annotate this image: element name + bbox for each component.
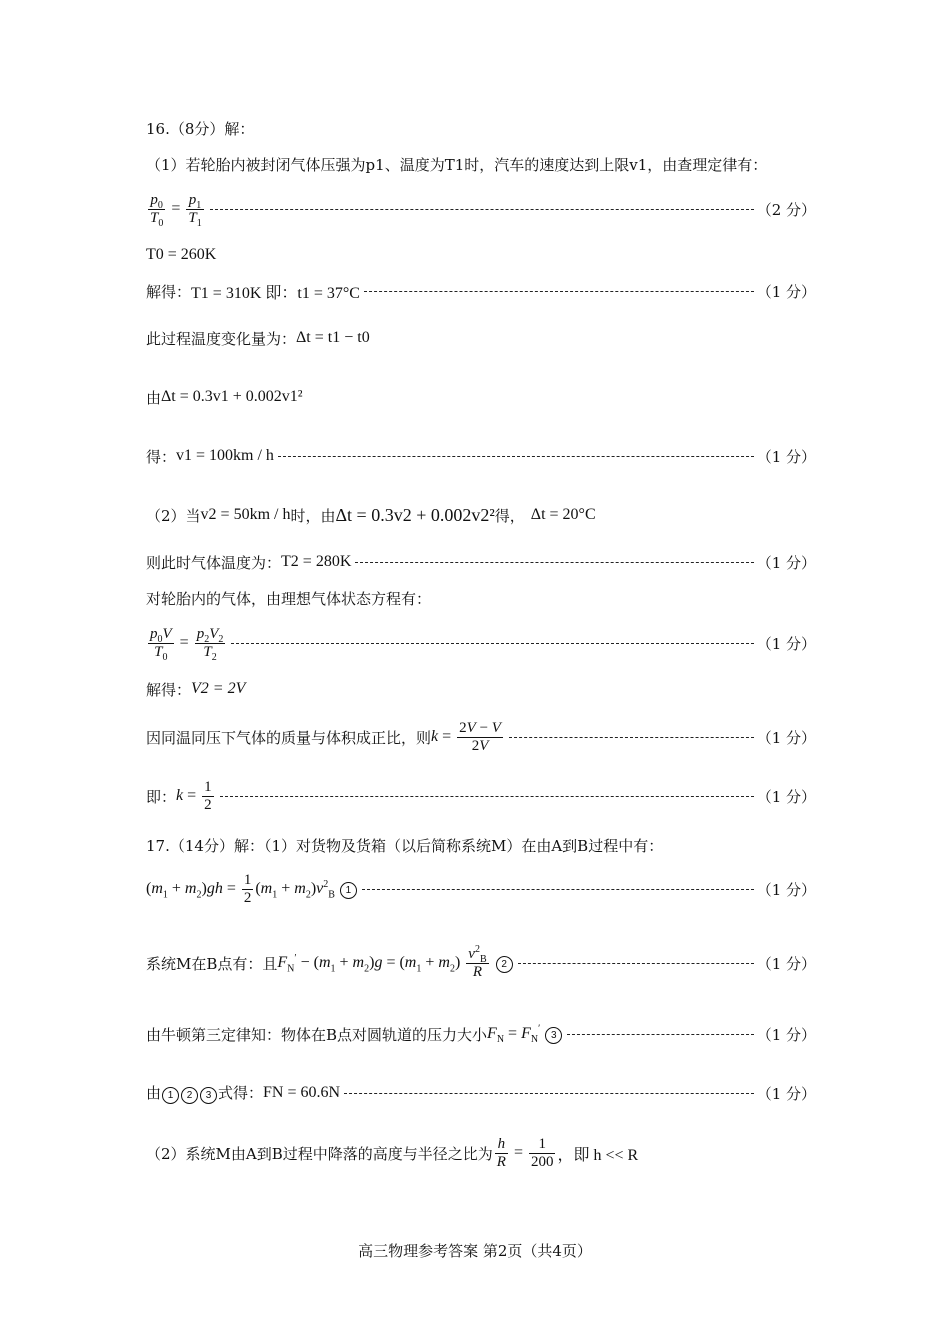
- score-label: （1 分）: [756, 447, 816, 466]
- q16-k-equation: 因同温同压下气体的质量与体积成正比，则 k = $\frac{2V - V}{2V}$ （1 分）: [146, 719, 816, 754]
- dash-leader: [210, 209, 754, 210]
- q16-delta: 此过程温度变化量为： Δt = t1 − t0: [146, 329, 370, 348]
- dash-leader: [278, 456, 754, 457]
- circled-3-icon: 3: [545, 1027, 562, 1044]
- q16-state-equation: [146, 620, 816, 666]
- equation-energy: $(m_1 + m_2)gh$ = $\frac{1}{2}$ $(m_1 + m_2)v^2_B$ 1: [146, 872, 358, 907]
- score-label: （1 分）: [756, 553, 816, 572]
- dash-leader: [362, 889, 754, 890]
- equation-force: $F_N' - (m_1 + m_2)g = (m_1 + m_2)$ $\frac{v^2_B}{R}$ 2: [277, 946, 513, 981]
- q16-header: 16.（8分）解：: [146, 119, 255, 138]
- dash-leader: [567, 1034, 753, 1035]
- dash-leader: [518, 963, 754, 964]
- score-label: （1 分）: [756, 954, 816, 973]
- q16-t2: 则此时气体温度为： T2 = 280K （1 分）: [146, 553, 816, 572]
- equation-newton: $F_N = F_N'$ 3: [487, 1025, 563, 1044]
- circled-refs: 由 1 2 3 式得：: [146, 1084, 264, 1102]
- q16-by-eq: 由 Δt = 0.3v1 + 0.002v1²: [146, 388, 303, 407]
- q16-part2: （2）当 v2 = 50km / h 时，由 Δt = 0.3v2 + 0.002v2² 得， Δt = 20°C: [146, 504, 596, 525]
- q16-solve1: 解得： T1 = 310K 即：t1 = 37°C （1 分）: [146, 282, 816, 302]
- score-label: （1 分）: [756, 1025, 816, 1044]
- circled-1-icon: 1: [340, 882, 357, 899]
- circled-2-icon: 2: [181, 1087, 198, 1104]
- dash-leader: [220, 796, 754, 797]
- equation-k-half: k = $\frac{1}{2}$: [176, 778, 212, 813]
- circled-1-icon: 1: [162, 1087, 179, 1104]
- q17-result: 由 1 2 3 式得： FN = 60.6N （1 分）: [146, 1084, 816, 1103]
- q17-header: 17.（14分）解：（1）对货物及货箱（以后简称系统M）在由A到B过程中有：: [146, 836, 664, 855]
- dash-leader: [355, 562, 753, 563]
- dash-leader: [231, 643, 753, 644]
- q17-newton-third: 由牛顿第三定律知：物体在B点对圆轨道的压力大小 $F_N = F_N'$ 3 （1 分）: [146, 1023, 816, 1045]
- score-label: （1 分）: [756, 728, 816, 747]
- score-label: （1 分）: [756, 634, 816, 653]
- equation-charles: $\frac{p_0}{T_0}$ = $\frac{p_1}{T_1}$: [150, 191, 202, 229]
- score-label: （2 分）: [756, 200, 816, 219]
- equation-k: k = $\frac{2V - V}{2V}$: [431, 719, 501, 754]
- q17-part2: （2）系统M由A到B过程中降落的高度与半径之比为 $\frac{h}{R}$ = $\frac{1}{200}$ ，即 h << R: [146, 1135, 639, 1170]
- q16-t0: T0 = 260K: [146, 246, 217, 263]
- q16-state-label: 对轮胎内的气体，由理想气体状态方程有：: [146, 589, 432, 608]
- q16-k-result: 即： k = $\frac{1}{2}$ （1 分）: [146, 778, 816, 813]
- q17-energy-equation: [146, 866, 816, 912]
- dash-leader: [364, 291, 754, 292]
- score-label: （1 分）: [756, 1084, 816, 1103]
- equation-ideal-gas: $\frac{p_0V}{T_0}$ = $\frac{p_2V_2}{T_2}$: [150, 625, 224, 663]
- equation-ratio: $\frac{h}{R}$ = $\frac{1}{200}$: [496, 1135, 554, 1170]
- circled-2-icon: 2: [496, 956, 513, 973]
- score-label: （1 分）: [756, 880, 816, 899]
- q17-force-equation: 系统M在B点有：且 $F_N' - (m_1 + m_2)g = (m_1 + m_2)$ $\frac{v^2_B}{R}$ 2 （1 分）: [146, 943, 816, 980]
- dash-leader: [344, 1093, 754, 1094]
- q16-get-v1: 得： v1 = 100km / h （1 分）: [146, 447, 816, 466]
- score-label: （1 分）: [756, 282, 816, 301]
- q16-charles-equation: [146, 186, 816, 232]
- score-label: （1 分）: [756, 787, 816, 806]
- dash-leader: [509, 737, 754, 738]
- page-footer: 高三物理参考答案 第2页（共4页）: [358, 1242, 592, 1260]
- q16-part1-text: （1）若轮胎内被封闭气体压强为p1、温度为T1时，汽车的速度达到上限v1，由查理定律有：: [146, 155, 768, 174]
- q16-v2: 解得： V2 = 2V: [146, 680, 246, 699]
- circled-3-icon: 3: [200, 1087, 217, 1104]
